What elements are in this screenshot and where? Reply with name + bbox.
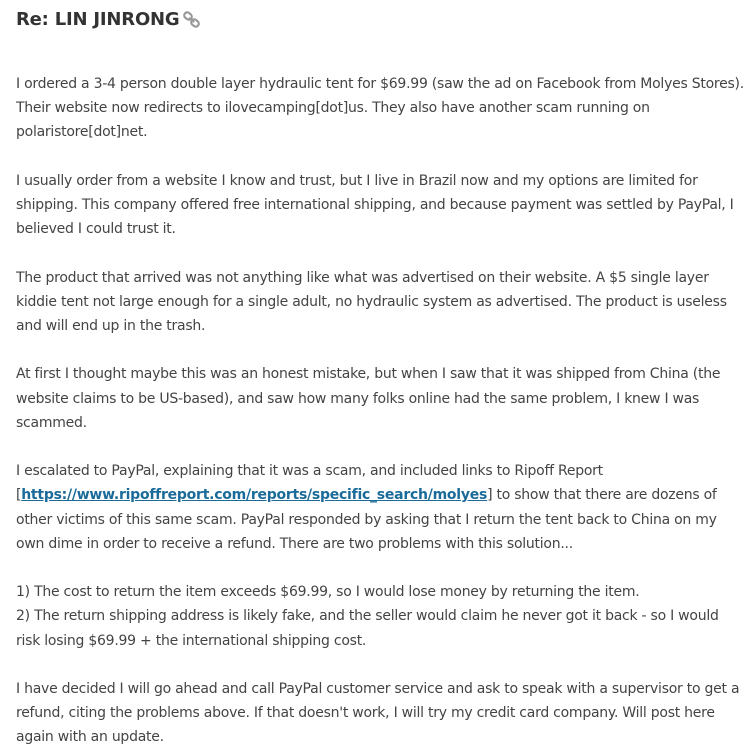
post-paragraph-closing: I have decided I will go ahead and call PayPal customer service and ask to speak with a supervisor to get a refund, citing the problems above. If that doesn't work, I will try my credit card company. Will post here again with an update. bbox=[16, 680, 740, 746]
post-paragraph: I usually order from a website I know and trust, but I live in Brazil now and my options are limited for shipping. This company offered free international shipping, and because payment was settled by PayPal, I believed I could trust it. bbox=[16, 172, 734, 238]
ripoff-report-link[interactable]: https://www.ripoffreport.com/reports/specific_search/molyes bbox=[21, 487, 488, 504]
problem-item: 2) The return shipping address is likely fake, and the seller would claim he never got it back - so I would risk losing $69.99 + the international shipping cost. bbox=[16, 608, 719, 649]
post-paragraph: The product that arrived was not anything like what was advertised on their website. A $5 single layer kiddie tent not large enough for a single adult, no hydraulic system as advertised. The product is useless and will end up in the trash. bbox=[16, 269, 727, 334]
post-paragraph-escalation bbox=[16, 459, 746, 556]
chain-link-icon[interactable] bbox=[182, 11, 202, 29]
problem-item: 1) The cost to return the item exceeds $69.99, so I would lose money by returning the item. bbox=[16, 584, 640, 601]
post-body bbox=[16, 72, 746, 750]
escalation-text-before: I escalated to PayPal, explaining that it was a scam, and included links to Ripoff Report [ bbox=[16, 463, 603, 504]
escalation-text-after: ] to show that there are dozens of other victims of this same scam. PayPal responded by asking that I return the tent back to China on my own dime in order to receive a refund. There are two problems with this solution... bbox=[16, 487, 717, 552]
post-paragraph: I ordered a 3-4 person double layer hydraulic tent for $69.99 (saw the ad on Facebook from Molyes Stores). Their website now redirects to ilovecamping[dot]us. They also have another scam running on polaristore[dot]net. bbox=[16, 76, 744, 141]
post-title: Re: LIN JINRONG bbox=[16, 8, 180, 30]
post-header bbox=[16, 6, 756, 32]
post-paragraph: At first I thought maybe this was an honest mistake, but when I saw that it was shipped from China (the website claims to be US-based), and saw how many folks online had the same problem, I knew I was scammed. bbox=[16, 366, 721, 431]
